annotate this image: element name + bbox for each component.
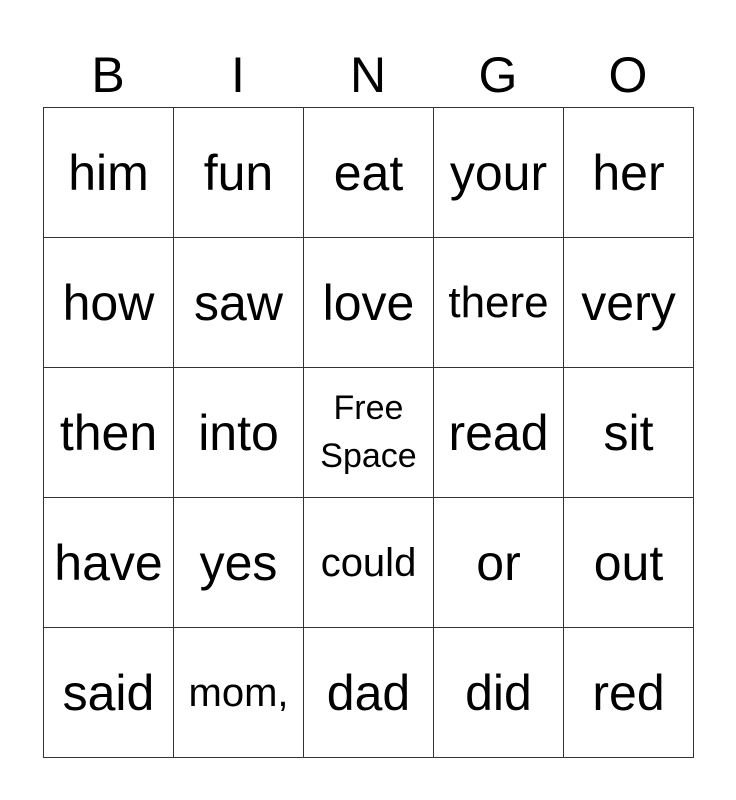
cell-word: or [476,534,521,591]
bingo-cell[interactable] [174,498,304,628]
header-letter-g: G [478,47,518,103]
free-space-label [320,385,416,480]
header-letter-n: N [349,47,387,103]
bingo-cell[interactable] [304,628,434,758]
bingo-cell[interactable] [44,498,174,628]
cell-word: could [320,540,417,585]
bingo-cell[interactable] [434,368,564,498]
cell-word: how [62,274,155,331]
cell-word: red [592,664,665,721]
bingo-cell[interactable] [304,498,434,628]
cell-word: sit [603,404,654,461]
cell-word: out [593,534,664,591]
cell-word: have [54,534,163,591]
cell-word: saw [194,274,283,331]
bingo-cell[interactable] [564,628,694,758]
cell-word: eat [333,144,404,201]
cell-word: him [68,144,149,201]
cell-word: love [322,274,415,331]
bingo-board [43,107,694,758]
free-space-cell[interactable] [304,368,434,498]
cell-word: very [581,274,676,331]
bingo-cell[interactable] [434,108,564,238]
bingo-cell[interactable] [174,368,304,498]
cell-word: mom, [188,670,289,715]
bingo-header [43,44,693,106]
bingo-cell[interactable] [564,108,694,238]
bingo-cell[interactable] [44,238,174,368]
free-space-line2: Space [320,436,417,475]
header-letter-i: I [231,47,245,103]
cell-word: read [448,404,549,461]
bingo-cell[interactable] [434,238,564,368]
bingo-cell[interactable] [174,628,304,758]
bingo-cell[interactable] [304,238,434,368]
cell-word: your [449,144,548,201]
cell-word: fun [203,144,274,201]
bingo-cell[interactable] [564,238,694,368]
cell-word: said [62,664,155,721]
bingo-cell[interactable] [174,108,304,238]
bingo-cell[interactable] [174,238,304,368]
cell-word: into [198,404,279,461]
free-space-line1: Free [333,388,404,427]
cell-word: there [448,277,549,327]
cell-word: yes [199,534,278,591]
cell-word: did [465,664,532,721]
header-letter-o: O [608,47,648,103]
cell-word: then [59,404,158,461]
bingo-cell[interactable] [304,108,434,238]
bingo-cell[interactable] [44,368,174,498]
cell-word: her [592,144,665,201]
bingo-cell[interactable] [564,368,694,498]
bingo-cell[interactable] [434,628,564,758]
bingo-cell[interactable] [44,108,174,238]
cell-word: dad [326,664,411,721]
bingo-cell[interactable] [434,498,564,628]
header-letter-b: B [91,47,125,103]
bingo-cell[interactable] [564,498,694,628]
bingo-cell[interactable] [44,628,174,758]
